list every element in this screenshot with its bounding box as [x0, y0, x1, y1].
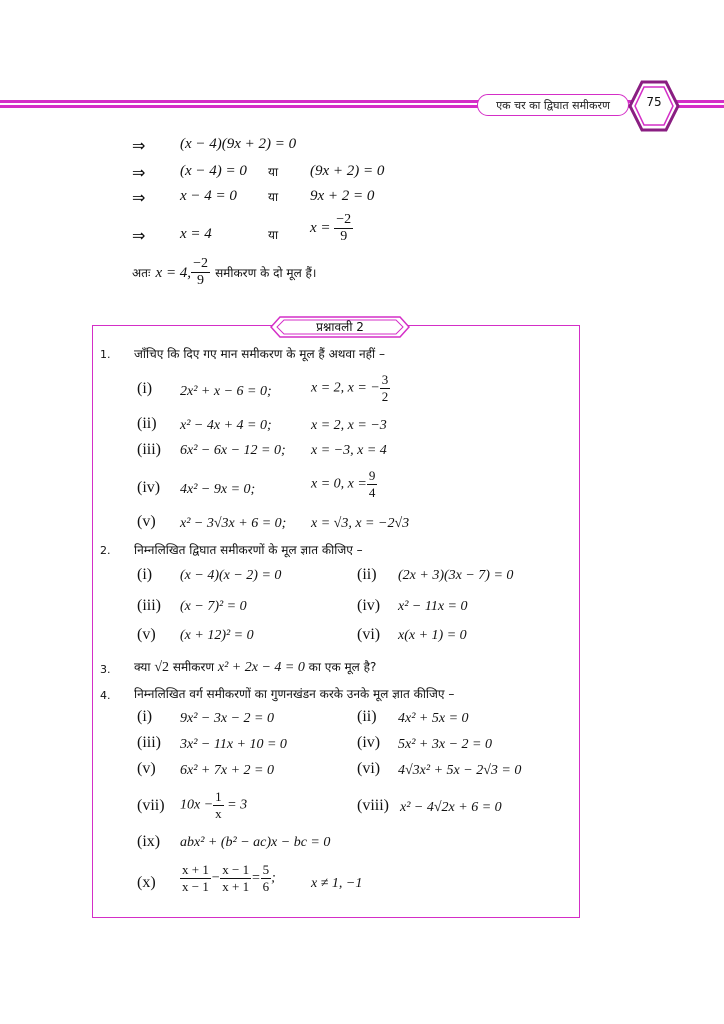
root-values: x = −3, x = 4	[311, 443, 387, 458]
equation: x² − 3√3x + 6 = 0;	[180, 516, 287, 531]
question-number: 2.	[100, 544, 111, 557]
equation: $\frac{x + 1}{x - 1}$ − $\frac{x - 1}{x + 1}$ = $\frac{5}{6}$ ;	[182, 862, 276, 894]
question-text: क्या √2 समीकरण x² + 2x − 4 = 0 का एक मूल है?	[134, 660, 377, 675]
item-label: (v)	[137, 626, 156, 643]
exercise-title: प्रश्नावली 2	[316, 320, 364, 334]
equation: 4x² − 9x = 0;	[180, 482, 256, 497]
equation: (x − 7)² = 0	[180, 599, 247, 614]
page-number: 75	[646, 95, 662, 109]
item-label: (vii)	[137, 797, 165, 814]
item-label: (x)	[137, 874, 156, 891]
equation: x² − 4x + 4 = 0;	[180, 418, 272, 433]
root-values: x = 0, x = $\frac{9}{4}$	[311, 468, 376, 500]
item-label: (i)	[137, 566, 153, 583]
item-label: (iii)	[137, 597, 161, 614]
implies-icon: ⇒	[132, 136, 146, 155]
equation: abx² + (b² − ac)x − bc = 0	[180, 835, 331, 850]
exercise-box	[92, 325, 580, 918]
item-label: (iii)	[137, 734, 161, 751]
equation: (2x + 3)(3x − 7) = 0	[398, 568, 514, 583]
question-number: 4.	[100, 689, 111, 702]
equation: 2x² + x − 6 = 0;	[180, 384, 272, 399]
item-label: (iv)	[357, 597, 381, 614]
equation: (x − 4)(x − 2) = 0	[180, 568, 282, 583]
question-text: निम्नलिखित वर्ग समीकरणों का गुणनखंडन करके उनके मूल ज्ञात कीजिए –	[134, 687, 455, 701]
item-label: (ii)	[137, 415, 157, 432]
question-number: 1.	[100, 348, 111, 361]
item-label: (vi)	[357, 760, 381, 777]
item-label: (v)	[137, 513, 156, 530]
implies-icon: ⇒	[132, 163, 146, 182]
item-label: (i)	[137, 708, 153, 725]
solution-step-2: ⇒ (x − 4) = 0 या (9x + 2) = 0	[132, 163, 385, 182]
item-label: (viii)	[357, 797, 389, 814]
equation: 9x² − 3x − 2 = 0	[180, 711, 274, 726]
condition: x ≠ 1, −1	[311, 876, 363, 891]
equation: 6x² − 6x − 12 = 0;	[180, 443, 286, 458]
equation: x² − 11x = 0	[398, 599, 468, 614]
equation: x² − 4√2x + 6 = 0	[400, 800, 502, 815]
item-label: (i)	[137, 380, 153, 397]
solution-step-4: ⇒ x = 4 या	[132, 226, 279, 245]
root-values: x = 2, x = − $\frac{3}{2}$	[311, 372, 389, 404]
chapter-title: एक चर का द्विघात समीकरण	[477, 94, 629, 116]
solution-step-3: ⇒ x − 4 = 0 या 9x + 2 = 0	[132, 188, 375, 207]
equation: 4x² + 5x = 0	[398, 711, 469, 726]
equation: 5x² + 3x − 2 = 0	[398, 737, 492, 752]
item-label: (iii)	[137, 441, 161, 458]
solution-step-4-fraction: x = $\frac{-2}{9}$	[310, 212, 352, 244]
solution-step-1: ⇒ (x − 4)(9x + 2) = 0	[132, 136, 297, 155]
item-label: (iv)	[357, 734, 381, 751]
question-text: निम्नलिखित द्विघात समीकरणों के मूल ज्ञात कीजिए –	[134, 543, 363, 557]
item-label: (iv)	[137, 479, 161, 496]
equation: 10x − $\frac{1}{x}$ = 3	[180, 789, 248, 821]
equation: 3x² − 11x + 10 = 0	[180, 737, 287, 752]
item-label: (ix)	[137, 833, 161, 850]
root-values: x = 2, x = −3	[311, 418, 387, 433]
question-number: 3.	[100, 663, 111, 676]
item-label: (ii)	[357, 566, 377, 583]
item-label: (vi)	[357, 626, 381, 643]
equation: 6x² + 7x + 2 = 0	[180, 763, 274, 778]
equation: x(x + 1) = 0	[398, 628, 467, 643]
equation: 4√3x² + 5x − 2√3 = 0	[398, 763, 522, 778]
root-values: x = √3, x = −2√3	[311, 516, 410, 531]
item-label: (v)	[137, 760, 156, 777]
item-label: (ii)	[357, 708, 377, 725]
implies-icon: ⇒	[132, 188, 146, 207]
implies-icon: ⇒	[132, 226, 146, 245]
equation: (x + 12)² = 0	[180, 628, 254, 643]
question-text: जाँचिए कि दिए गए मान समीकरण के मूल हैं अथवा नहीं –	[134, 347, 385, 361]
solution-conclusion: अतः x = 4, $\frac{-2}{9}$ समीकरण के दो मूल हैं।	[132, 256, 317, 288]
